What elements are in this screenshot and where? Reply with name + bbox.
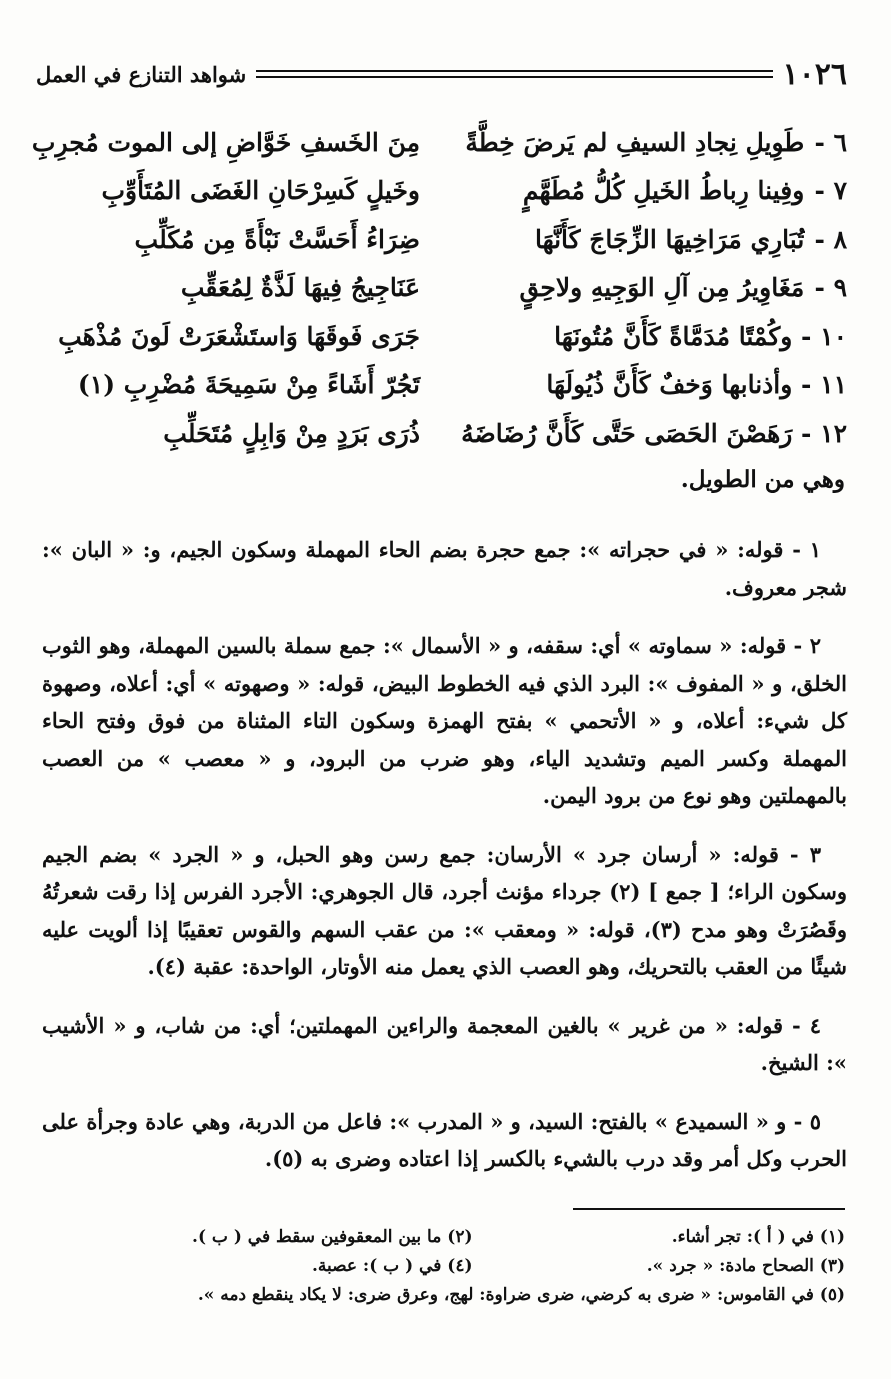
- verse-row: [60, 409, 847, 458]
- verse-row: [60, 215, 847, 264]
- verse-first-text: مَغَاوِيرُ مِن آلِ الوَجِيهِ ولاحِقٍ: [519, 273, 805, 303]
- header-rule: [256, 70, 772, 78]
- verse-number: ٧ -: [814, 176, 847, 206]
- commentary-paragraph: ٢ - قوله: « سماوته » أي: سقفه، و « الأسمال »: جمع سملة بالسين المهملة، وهو الثوب الخلق، و « المفوف »: البرد الذي فيه الخطوط البيض، قوله: « وصهوته » أي: أعلاه، وصهوة كل شيء: أعلاه، و « الأتحمي » بفتح الهمزة وسكون التاء المثناة من فوق وفتح الحاء المهملة وكسر الميم وتشديد الياء، وهو ضرب من البرود، و « معصب » من العصب بالمهملتين وهو نوع من برود اليمن.: [42, 633, 847, 808]
- verse-row: [31, 118, 847, 167]
- verse-first-text: تُبَارِي مَرَاخِيهَا الزِّجَاجَ كَأَنَّهَا: [534, 224, 805, 254]
- verse-row: [60, 312, 847, 361]
- verse-number: ١١ -: [801, 370, 847, 400]
- footnotes: [100, 1222, 845, 1309]
- verse-row: [60, 361, 847, 410]
- verse-second-hemistich: وخَيلٍ كَسِرْحَانِ الغَضَى المُتَأَوِّبِ: [101, 176, 420, 206]
- verse-first-text: طَوِيلِ نِجادِ السيفِ لم يَرضَ خِطَّةً: [465, 127, 805, 157]
- page-number: ١٠٢٦: [782, 56, 847, 92]
- footnote-row: [100, 1251, 845, 1280]
- verse-block: [31, 118, 847, 458]
- footnote: (٥) في القاموس: « ضرى به كرضي، ضرى ضراوة: لهج، وعرق ضرى: لا يكاد ينقطع دمه ».: [197, 1284, 845, 1305]
- verse-number: ٨ -: [814, 224, 847, 254]
- verse-first-text: رَهَصْنَ الحَصَى حَتَّى كَأَنَّ رُضَاضَهُ: [461, 418, 793, 448]
- verse-first-hemistich: [475, 225, 847, 254]
- footnote-separator: [573, 1208, 845, 1210]
- footnote-row: [100, 1222, 845, 1251]
- verse-second-hemistich: عَنَاجِيجُ فِيهَا لَذَّةٌ لِمُعَقِّبِ: [180, 273, 420, 303]
- verse-number: ١٢ -: [801, 418, 847, 448]
- verse-first-text: وأذنابها وَخفٌ كَأَنَّ ذُيُولَهَا: [546, 370, 793, 400]
- commentary-paragraph: ٣ - قوله: « أرسان جرد » الأرسان: جمع رسن وهو الحبل، و « الجرد » بضم الجيم وسكون الراء؛ [ جمع ] (٢) جرداء مؤنث أجرد، قال الجوهري: الأجرد الفرس إذا رقت شعرتُهُ وقَصُرَتْ وهو مدح (٣)، قوله: « ومعقب »: من عقب السهم والقوس تعقيبًا إذا ألويت عليه شيئًا من العقب بالتحريك، وهو العصب الذي يعمل منه الأوتار، الواحدة: عقبة (٤).: [42, 841, 848, 979]
- verse-first-hemistich: [461, 418, 847, 448]
- running-title: شواهد التنازع في العمل: [36, 61, 247, 87]
- footnote-row: [100, 1280, 845, 1309]
- verse-second-hemistich: جَرَى فَوقَهَا وَاستَشْعَرَتْ لَونَ مُذْهَبِ: [58, 321, 420, 351]
- commentary-paragraph: ٥ - و « السميدع » بالفتح: السيد، و « المدرب »: فاعل من الدربة، وهي عادة وجرأة على الحرب وكل أمر وقد درب بالشيء بالكسر إذا اعتاده وضرى به (٥).: [42, 1108, 847, 1171]
- commentary-paragraph: ٤ - قوله: « من غرير » بالغين المعجمة والراءين المهملتين؛ أي: من شاب، و « الأشيب »: الشيخ.: [42, 1012, 847, 1075]
- meter-note: وهي من الطويل.: [680, 466, 845, 493]
- footnote: (١) في ( أ ): تجر أشاء.: [671, 1226, 845, 1247]
- verse-first-hemistich: [465, 127, 847, 157]
- footnote: (٤) في ( ب ): عصبة.: [311, 1255, 473, 1276]
- verse-first-hemistich: [475, 322, 847, 351]
- page-header: [36, 56, 847, 92]
- verse-first-text: وكُمْتًا مُدَمَّاةً كَأَنَّ مُتُونَهَا: [554, 321, 793, 351]
- verse-second-hemistich: مِنَ الخَسفِ خَوَّاضِ إلى الموت مُجرِبِ: [31, 127, 420, 157]
- verse-first-hemistich: [475, 176, 847, 205]
- verse-second-hemistich: ضِرَاءُ أَحَسَّتْ نَبْأَةً مِن مُكَلِّبِ: [134, 224, 420, 254]
- verse-row: [60, 264, 847, 313]
- verse-second-hemistich: تَجُرّ أَشَاءً مِنْ سَمِيحَةَ مُضْرِبِ (١): [77, 370, 420, 400]
- verse-row: [60, 167, 847, 216]
- verse-number: ١٠ -: [801, 321, 847, 351]
- verse-second-hemistich: ذُرَى بَرَدٍ مِنْ وَابِلٍ مُتَحَلِّبِ: [163, 418, 420, 448]
- verse-first-hemistich: [475, 370, 847, 399]
- verse-number: ٦ -: [814, 127, 847, 157]
- commentary-paragraph: ١ - قوله: « في حجراته »: جمع حجرة بضم الحاء المهملة وسكون الجيم، و: « البان »: شجر معروف.: [42, 537, 847, 600]
- footnote: (٢) ما بين المعقوفين سقط في ( ب ).: [192, 1226, 473, 1247]
- commentary-notes: [42, 510, 847, 1187]
- footnote: (٣) الصحاح مادة: « جرد ».: [646, 1255, 845, 1276]
- verse-number: ٩ -: [814, 273, 847, 303]
- verse-first-text: وفِينا رِباطُ الخَيلِ كُلُّ مُطَهَّمٍ: [522, 176, 805, 206]
- verse-first-hemistich: [475, 273, 847, 302]
